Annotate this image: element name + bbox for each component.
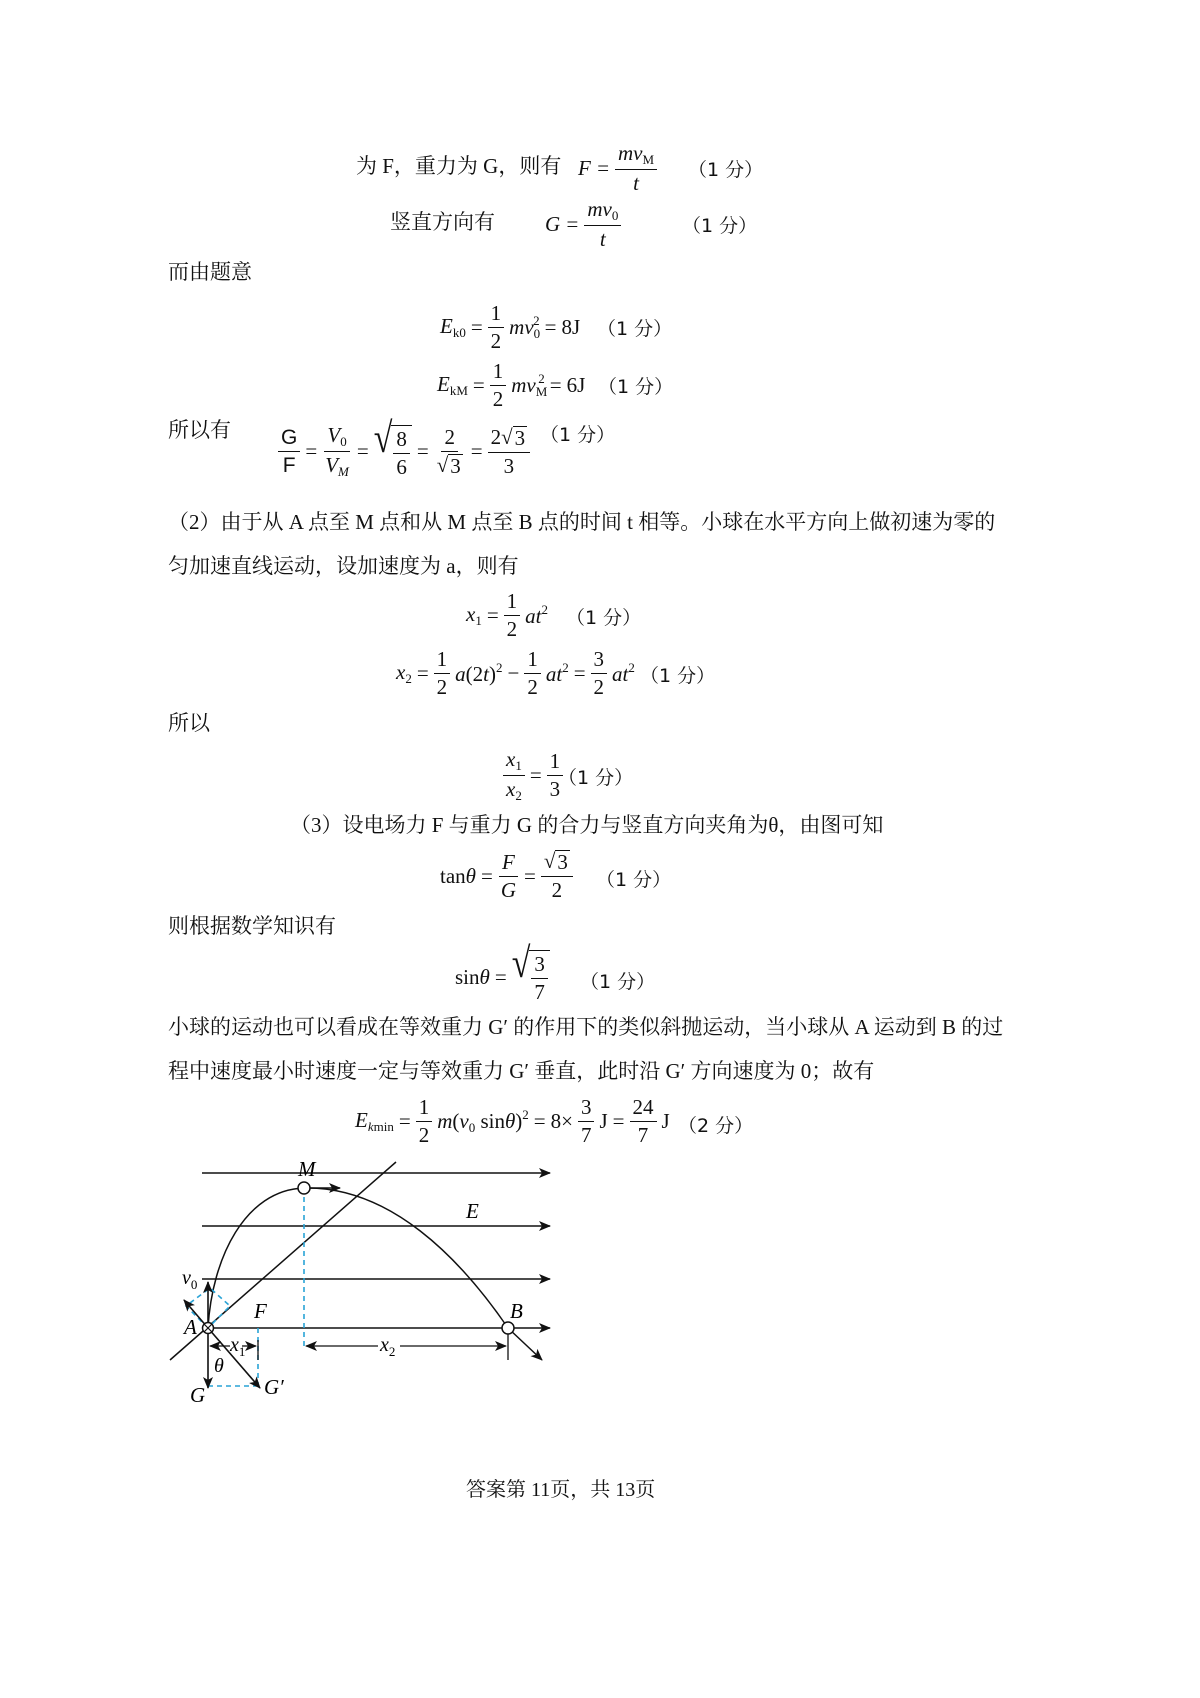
label-v0: $v_0$ [182,1267,198,1292]
label-f: F [254,1299,267,1323]
score-4: （1 分） [598,376,674,398]
para-4-line-1: 小球的运动也可以看成在等效重力 G′ 的作用下的类似斜抛运动，当小球从 A 运动到 B 的过 [168,1015,1004,1039]
point-b [502,1322,514,1334]
line-vertical: 竖直方向有 [390,210,495,234]
para-2-line-1: （2）由于从 A 点至 M 点和从 M 点至 B 点的时间 t 相等。小球在水平方向上做初速为零的 [168,510,996,534]
line-therefore: 所以 [168,711,210,735]
score-5: （1 分） [540,424,616,446]
trajectory [208,1188,508,1328]
label-theta: θ [214,1355,224,1377]
line-force-intro: 为 F，重力为 G，则有 [356,154,562,178]
label-m: M [298,1157,316,1181]
eq-sin-theta: sinθ = √ $\frac{3}{7}$ [455,950,550,1004]
score-7: （1 分） [640,665,716,687]
eq-tan-theta: tanθ = $\frac{F}{G}$ = √ 3 2 [440,850,573,902]
score-8: （1 分） [558,767,634,789]
para-4-line-2: 程中速度最小时速度一定与等效重力 G′ 垂直，此时沿 G′ 方向速度为 0；故有 [168,1059,875,1083]
eq-ekm: $E_{kM}$ = $\frac{1}{2}$ $mv_M^2$ = 6J [437,359,586,412]
score-6: （1 分） [566,607,642,629]
para-2-line-2: 匀加速直线运动，设加速度为 a，则有 [168,554,519,578]
label-gprime: G′ [264,1375,284,1399]
eq-gravity: G = $\frac{mv_0}{t}$ [545,198,621,251]
line-so: 所以有 [168,418,231,442]
eq-force: F = $\frac{mv_M}{t}$ [578,142,657,195]
score-11: （2 分） [678,1115,754,1137]
eq-x2: $x_2$ = $\frac{1}{2}$ $a(2t)^2$ − $\frac{1}{2}$ $at^2$ = $\frac{3}{2}$ $at^2$ [396,647,635,700]
label-g: G [190,1383,206,1407]
label-e: E [466,1199,479,1223]
page-footer: 答案第 11页，共 13页 [466,1479,656,1501]
label-b: B [510,1299,523,1323]
field-diagram [150,1148,570,1410]
eq-ekmin: $E_{kmin}$ = $\frac{1}{2}$ $m(v_0$ sinθ)$^2$ = 8× $\frac{3}{7}$ J = $\frac{24}{7}$ J [355,1095,670,1148]
score-3: （1 分） [597,318,673,340]
line-given: 而由题意 [168,260,252,284]
point-m [298,1182,310,1194]
para-3-line-1: （3）设电场力 F 与重力 G 的合力与竖直方向夹角为θ，由图可知 [290,813,884,837]
score-2: （1 分） [682,215,758,237]
arrow-after-b [508,1328,542,1360]
label-x2: $x_2$ [380,1334,396,1359]
score-9: （1 分） [596,869,672,891]
score-10: （1 分） [580,971,656,993]
score-1: （1 分） [688,159,764,181]
eq-x1: $x_1$ = $\frac{1}{2}$ $at^2$ [466,589,549,642]
eq-ek0: $E_{k0}$ = $\frac{1}{2}$ $mv_0^2$ = 8J [440,301,581,354]
label-a: A [184,1315,197,1339]
line-math: 则根据数学知识有 [168,914,336,938]
label-x1: $x_1$ [230,1334,246,1359]
eq-ratio: $\frac{G}{F}$ = $\frac{V_0}{V_M}$ = √ $\frac{8}{6}$ = 2 √ 3 = 2 √ 3 3 [278,424,530,480]
eq-x1-over-x2: $\frac{x_1}{x_2}$ = $\frac{1}{3}$ [503,748,563,804]
